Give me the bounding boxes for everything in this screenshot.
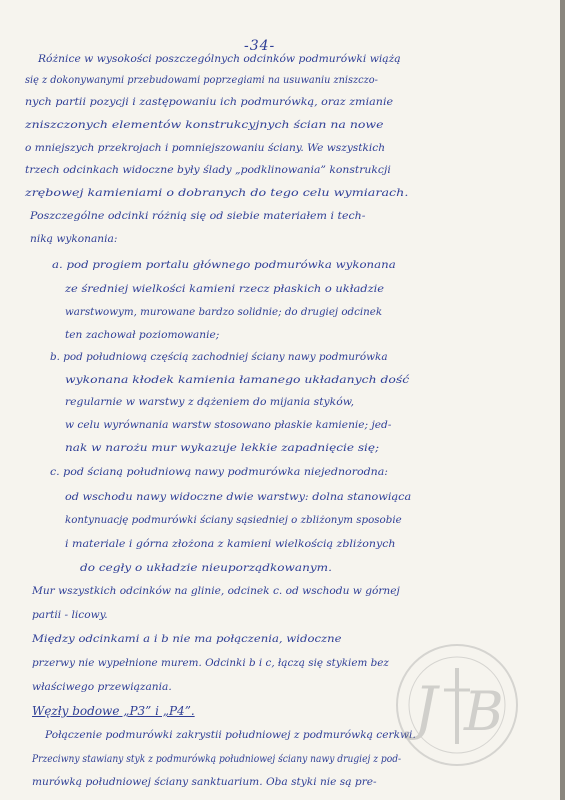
text-line: Poszczególne odcinki różnią się od siebie materiałem i tech- (30, 210, 366, 222)
text-line: Przeciwny stawiany styk z podmurówką południowej ściany nawy drugiej z pod- (32, 753, 402, 765)
svg-text:J: J (414, 674, 438, 742)
text-line: zniszczonych elementów konstrukcyjnych ścian na nowe (25, 119, 384, 131)
text-line: Różnice w wysokości poszczególnych odcinków podmurówki wiążą (38, 53, 401, 65)
archive-stamp-icon (392, 640, 522, 770)
text-line: partii - licowy. (32, 609, 108, 621)
text-line: o mniejszych przekrojach i pomniejszowaniu ściany. We wszystkich (25, 142, 386, 154)
text-line: się z dokonywanymi przebudowami poprzegiami na usuwaniu zniszczo- (25, 74, 378, 86)
text-line: trzech odcinkach widoczne były ślady „podklinowania” konstrukcji (25, 164, 391, 176)
text-line: od wschodu nawy widoczne dwie warstwy: dolna stanowiąca (65, 491, 412, 503)
text-line: Między odcinkami a i b nie ma połączenia, widoczne (32, 633, 342, 645)
text-line: warstwowym, murowane bardzo solidnie; do drugiej odcinek (65, 306, 383, 318)
text-line: murówką południowej ściany sanktuarium. Oba styki nie są pre- (32, 776, 377, 788)
text-line: c. pod ścianą południową nawy podmurówka niejednorodna: (50, 466, 389, 478)
svg-text:B: B (464, 680, 504, 743)
text-line: niką wykonania: (30, 233, 118, 245)
text-line: przerwy nie wypełnione murem. Odcinki b i c, łączą się stykiem bez (32, 657, 389, 669)
page-edge (560, 0, 565, 800)
page-number: -34- (244, 38, 276, 54)
text-line: ze średniej wielkości kamieni rzecz płaskich o układzie (65, 283, 385, 295)
text-line: właściwego przewiązania. (32, 681, 172, 693)
text-line: nak w narożu mur wykazuje lekkie zapadnięcie się; (65, 442, 380, 454)
text-line: Mur wszystkich odcinków na glinie, odcinek c. od wschodu w górnej (32, 585, 400, 597)
text-line: b. pod południową częścią zachodniej ściany nawy podmurówka (50, 351, 388, 363)
text-line: a. pod progiem portalu głównego podmurówka wykonana (52, 259, 396, 271)
text-line: do cegły o układzie nieuporządkowanym. (80, 562, 332, 574)
text-line: i materiale i górna złożona z kamieni wielkością zbliżonych (65, 538, 396, 550)
section-heading: Węzły bodowe „P3” i „P4”. (32, 704, 195, 718)
text-line: Połączenie podmurówki zakrystii południowej z podmurówką cerkwi. (45, 729, 416, 741)
text-line: wykonana kłodek kamienia łamanego układanych dość (65, 374, 410, 386)
text-line: zrębowej kamieniami o dobranych do tego celu wymiarach. (25, 187, 409, 199)
text-line: ten zachował poziomowanie; (65, 329, 220, 341)
text-line: nych partii pozycji i zastępowaniu ich podmurówką, oraz zmianie (25, 96, 394, 108)
text-line: regularnie w warstwy z dążeniem do mijania styków, (65, 396, 355, 408)
text-line: w celu wyrównania warstw stosowano płaskie kamienie; jed- (65, 419, 392, 431)
text-line: kontynuację podmurówki ściany sąsiedniej o zbliżonym sposobie (65, 514, 402, 526)
